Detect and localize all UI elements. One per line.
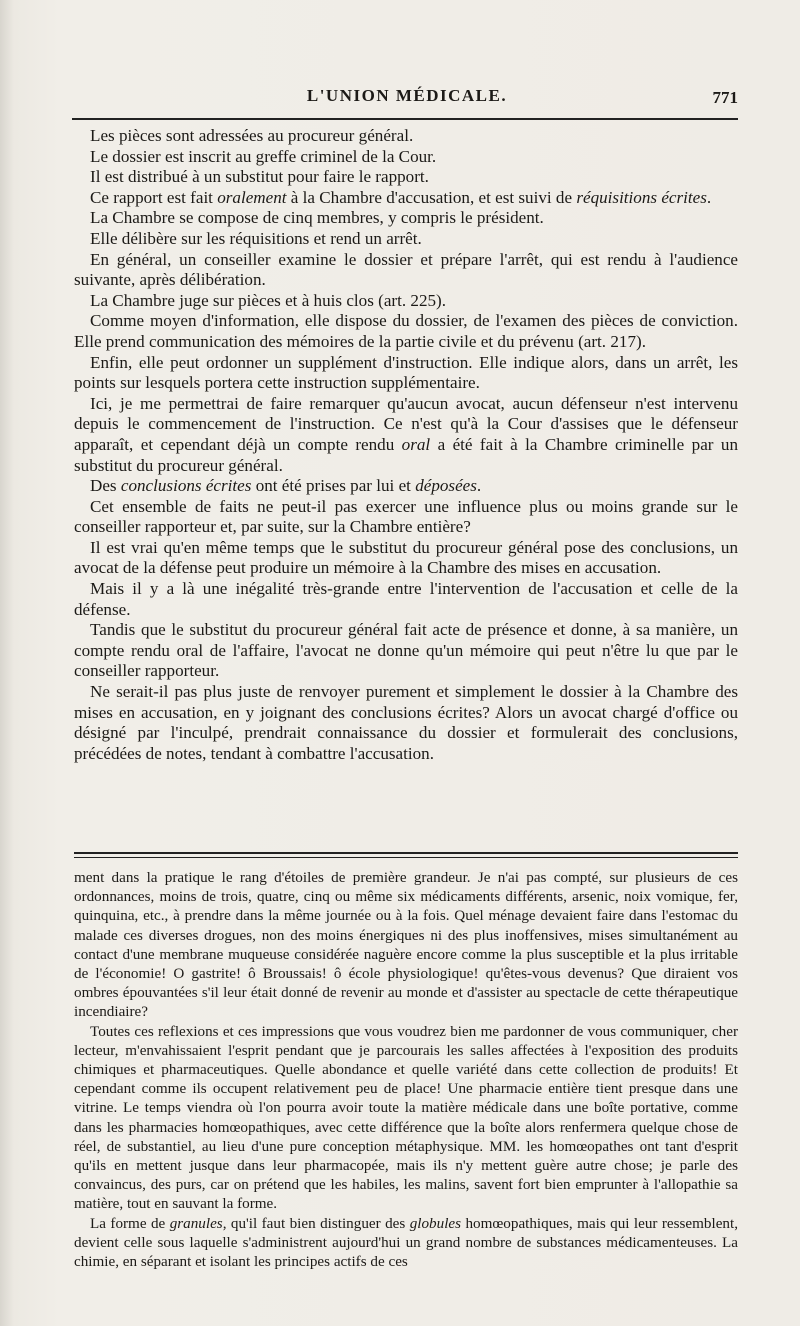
paragraph: Enfin, elle peut ordonner un supplément d'instruction. Elle indique alors, dans un arrêt, les points sur lesquels portera cette instruction supplémentaire. <box>74 352 738 393</box>
emphasis: globules <box>409 1214 462 1232</box>
paragraph: Il est vrai qu'en même temps que le substitut du procureur général pose des conclusions, un avocat de la défense peut produire un mémoire à la Chambre des mises en accusation. <box>74 537 738 578</box>
emphasis: déposées <box>415 476 477 496</box>
paragraph: Cet ensemble de faits ne peut-il pas exercer une influence plus ou moins grande sur le conseiller rapporteur et, par suite, sur la Chambre entière? <box>74 496 738 537</box>
main-text <box>74 126 738 764</box>
paragraph: Ce rapport est fait oralement à la Chambre d'accusation, et est suivi de réquisitions écrites. <box>90 187 712 207</box>
paragraph: Il est distribué à un substitut pour faire le rapport. <box>90 167 429 187</box>
paragraph: Les pièces sont adressées au procureur général. <box>90 126 414 145</box>
paragraph: La forme de granules, qu'il faut bien distinguer des globules homœopathiques, mais qui leur ressemblent, devient celle sous laquelle s'administrent aujourd'hui un grand nombre de substances médicamenteuses. La chimie, en séparant et isolant les principes actifs de ces <box>74 1214 738 1271</box>
paragraph: ment dans la pratique le rang d'étoiles de première grandeur. Je n'ai pas compté, sur plusieurs de ces ordonnances, moins de trois, quatre, cinq ou même six médicaments différents, arsenic, noix vomique, fer, quinquina, etc., à prendre dans la même journée ou à la fois. Quel ménage devaient faire dans l'estomac du malade ces diverses drogues, non des moins énergiques ni des plus inoffensives, mises simultanément au contact d'une membrane muqueuse considérée naguère encore comme la plus susceptible et la plus irritable de l'économie! O gastrite! ô Broussais! ô école physiologique! qu'êtes-vous devenus? Que diraient vos ombres épouvantées s'il leur était donné de revenir au monde et d'assister au spectacle de cette thérapeutique incendiaire? <box>74 869 738 1021</box>
paragraph: Comme moyen d'information, elle dispose du dossier, de l'examen des pièces de conviction. Elle prend communication des mémoires de la partie civile et du prévenu (art. 217). <box>74 311 738 351</box>
paragraph: La Chambre se compose de cinq membres, y compris le président. <box>90 208 544 228</box>
emphasis: oral <box>401 434 431 454</box>
paragraph: Toutes ces reflexions et ces impressions que vous voudrez bien me pardonner de vous communiquer, cher lecteur, m'envahissaient l'esprit pendant que je parcourais les salles affectées à l'exposition des produits chimiques et pharmaceutiques. Quelle abondance et quelle variété dans cette collection de produits! Et cependant comme ils occupent relativement peu de place! Une pharmacie entière tient presque dans une vitrine. Le temps viendra où l'on pourra avoir toute la matière médicale dans une boîte portative, comme dans les pharmacies homœopathiques, avec cette différence que la boîte alors renfermera quelque chose de réel, de substantiel, au lieu d'une pure conception métaphysique. MM. les homœopathes ont tant d'esprit qu'ils en mettent jusque dans leur pharmacopée, mais ils n'y mettent guère autre chose; je parle des convaincus, des purs, car on prétend que les habiles, les malins, savent fort bien emprunter à l'allopathie sa matière, tout en sauvant la forme. <box>74 1022 738 1213</box>
paragraph: Mais il y a là une inégalité très-grande entre l'intervention de l'accusation et celle de la défense. <box>74 579 738 619</box>
header-rule <box>72 118 738 120</box>
feuilleton-separator <box>74 852 738 858</box>
paragraph: En général, un conseiller examine le dossier et prépare l'arrêt, qui est rendu à l'audience suivante, après délibération. <box>74 249 738 290</box>
emphasis: réquisitions écrites <box>576 187 707 207</box>
paragraph: La Chambre juge sur pièces et à huis clos (art. 225). <box>90 290 447 310</box>
feuilleton-text <box>74 868 738 1271</box>
paragraph: Des conclusions écrites ont été prises par lui et déposées. <box>90 476 482 496</box>
running-header <box>72 86 742 112</box>
paragraph: Ne serait-il pas plus juste de renvoyer purement et simplement le dossier à la Chambre des mises en accusation, en y joignant des conclusions écrites? Alors un avocat chargé d'office ou désigné par l'inculpé, prendrait connaissance du dossier et formulerait des conclusions, précédées de notes, tendant à combattre l'accusation. <box>74 682 738 763</box>
emphasis: granules <box>169 1214 223 1232</box>
paragraph: Elle délibère sur les réquisitions et rend un arrêt. <box>90 228 422 248</box>
emphasis: oralement <box>217 187 287 207</box>
paragraph: Le dossier est inscrit au greffe criminel de la Cour. <box>90 146 437 166</box>
paragraph: Ici, je me permettrai de faire remarquer qu'aucun avocat, aucun défenseur n'est intervenu depuis le commencement de l'instruction. Ce n'est qu'à la Cour d'assises que le défenseur apparaît, et cependant déjà un compte rendu oral a été fait à la Chambre criminelle par un substitut du procureur général. <box>74 393 738 475</box>
paragraph: Tandis que le substitut du procureur général fait acte de présence et donne, à sa manière, un compte rendu oral de l'affaire, l'avocat ne donne qu'un mémoire qui peut n'être lu que par le conseiller rapporteur. <box>74 620 738 681</box>
page-number: 771 <box>712 88 738 107</box>
emphasis: conclusions écrites <box>120 476 252 496</box>
journal-title: L'UNION MÉDICALE. <box>306 86 508 105</box>
